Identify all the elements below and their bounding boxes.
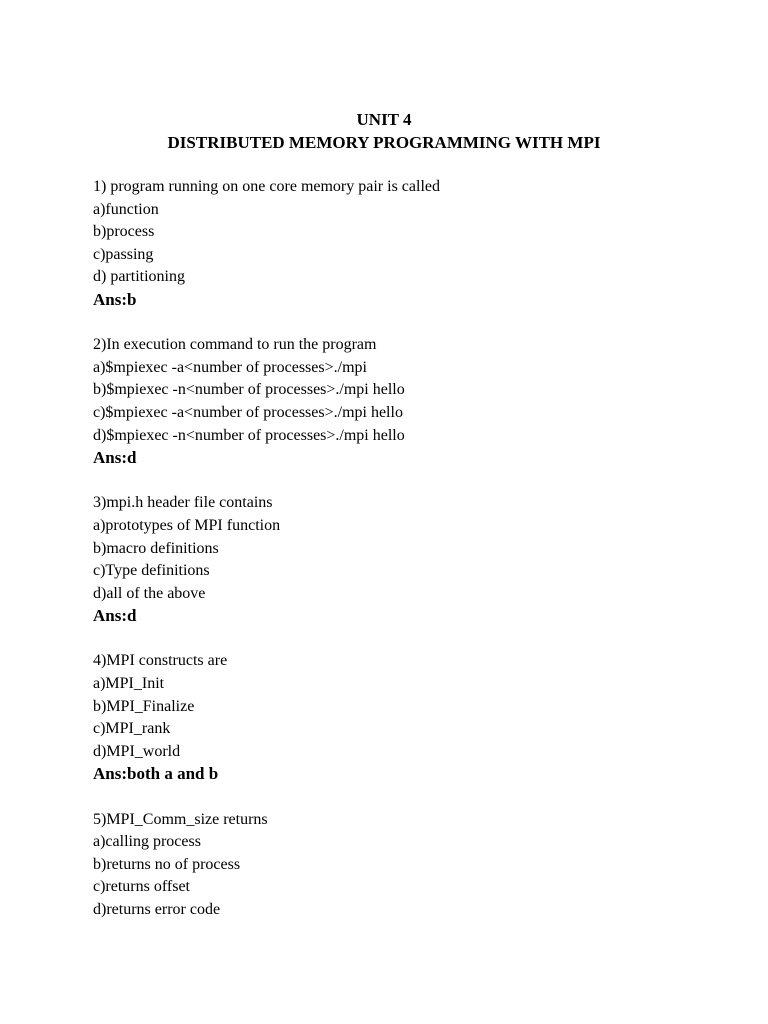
option-a: a)prototypes of MPI function [93,516,281,534]
question-list [93,176,733,944]
option-d: d)$mpiexec -n<number of processes>./mpi hello [93,426,405,444]
question-prompt: 5)MPI_Comm_size returns [93,810,268,828]
answer-text: Ans:b [93,289,137,309]
option-b: b)macro definitions [93,539,219,557]
answer-text: Ans:d [93,606,137,626]
question-3 [93,492,733,628]
option-a: a)$mpiexec -a<number of processes>./mpi [93,358,367,376]
answer-text: Ans:both a and b [93,764,219,784]
question-4 [93,650,733,786]
option-a: a)calling process [93,833,201,851]
option-c: c)returns offset [93,878,190,896]
option-a: a)MPI_Init [93,675,165,693]
option-d: d)returns error code [93,901,221,918]
option-d: d)MPI_world [93,742,181,760]
option-c: c)Type definitions [93,562,210,580]
option-b: b)returns no of process [93,855,241,873]
question-prompt: 3)mpi.h header file contains [93,494,273,512]
unit-heading: UNIT 4 [356,110,412,129]
document-title: DISTRIBUTED MEMORY PROGRAMMING WITH MPI [167,133,601,152]
option-c: c)$mpiexec -a<number of processes>./mpi hello [93,403,403,421]
question-5 [93,809,733,922]
option-a: a)function [93,200,159,218]
question-prompt: 2)In execution command to run the program [93,336,377,354]
question-1 [93,176,733,312]
option-d: d)all of the above [93,584,206,602]
option-b: b)MPI_Finalize [93,697,195,715]
option-c: c)MPI_rank [93,720,171,738]
option-c: c)passing [93,245,154,263]
question-prompt: 4)MPI constructs are [93,652,228,670]
option-d: d) partitioning [93,268,185,286]
option-b: b)$mpiexec -n<number of processes>./mpi hello [93,381,405,399]
answer-text: Ans:d [93,448,137,468]
option-b: b)process [93,223,155,241]
question-2 [93,334,733,470]
question-prompt: 1) program running on one core memory pair is called [93,178,440,195]
